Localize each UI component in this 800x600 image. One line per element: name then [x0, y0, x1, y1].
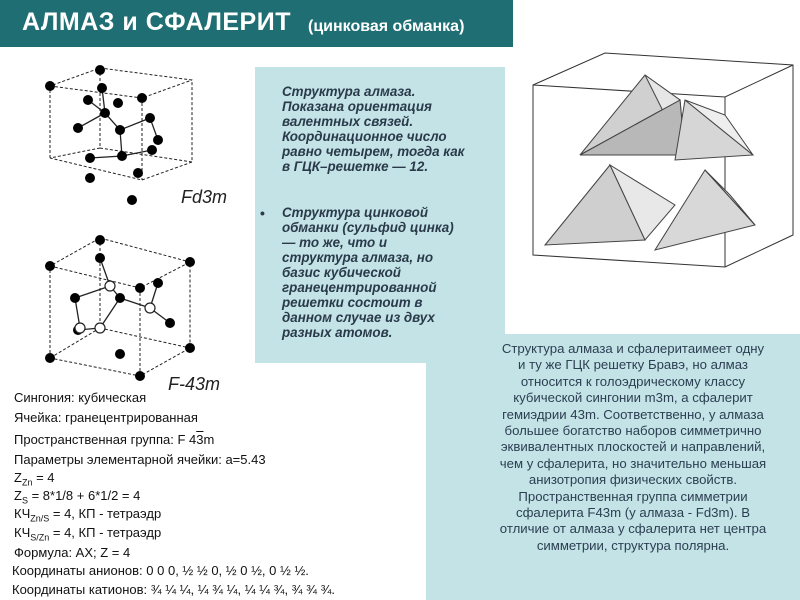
z-zn: $Z_{Zn} = 4$ — [14, 470, 55, 488]
box2-line: анизотропия физических свойств. — [528, 472, 738, 488]
box1-para1-line5: равно четырем, тогда как — [282, 144, 465, 159]
box2-line: гемиэдрии 43m. Соответственно, у алмаза — [502, 406, 764, 422]
box2-line: чем у сфалерита, но значительно меньшая — [499, 455, 767, 471]
box1-para2-line5: базис кубической — [282, 265, 401, 280]
title-bar — [0, 0, 513, 47]
box1-para2-line3: — то же, что и — [282, 235, 388, 250]
box2-line: большее богатство наборов симметрично — [504, 423, 762, 439]
bullet: • — [260, 205, 265, 221]
cell-params: Параметры элементарной ячейки: а=5.43 — [14, 452, 266, 467]
coordination-zn-s: $КЧ_{Zn/S} = 4$, КП - тетраэдр — [14, 506, 162, 524]
box1-para1-line4: Координационное число — [282, 129, 447, 144]
box2-line: сфалерита F43m (у алмаза - Fd3m). В — [515, 505, 751, 521]
page-title: АЛМАЗ и СФАЛЕРИТ — [22, 8, 291, 36]
box2-line: Пространственная группа симметрии — [518, 488, 748, 504]
box1-para2-line8: данном случае из двух — [282, 310, 435, 325]
space-group: Пространственная группа: F 43m — [14, 432, 215, 447]
box1-para1-line6: в ГЦК–решетке — 12. — [282, 159, 429, 174]
formula: Формула: АХ; Z = 4 — [14, 545, 131, 560]
box1-para1-line3: валентных связей. — [282, 114, 414, 129]
sphalerite-lattice-figure — [30, 228, 200, 388]
cation-coordinates: Координаты катионов: ¾ ¼ ¼, ¼ ¾ ¼, ¼ ¼ ¾, ¾ ¾ ¾. — [12, 582, 336, 597]
cell-type: Ячейка: гранецентрированная — [14, 410, 198, 425]
z-s: $Z_S = 8*1/8 + 6*1/2 = 4$ — [14, 488, 141, 506]
box2-line: эквивалентных плоскостей и направлений, — [500, 439, 766, 455]
syngony: Сингония: кубическая — [14, 390, 147, 405]
anion-coordinates: Координаты анионов: 0 0 0, ½ ½ 0, ½ 0 ½, 0 ½ ½. — [12, 563, 309, 578]
comparison-box — [426, 334, 800, 600]
box1-para2-line9: разных атомов. — [282, 325, 393, 340]
coordination-s-zn: $КЧ_{S/Zn} = 4$, КП - тетраэдр — [14, 525, 162, 543]
comparison-text — [472, 341, 794, 554]
box2-line: и ту же ГЦК решетку Бравэ, но алмаз — [518, 357, 748, 373]
box2-line: относится к голоэдрическому классу — [520, 373, 746, 389]
diamond-space-group: Fd3m — [181, 187, 228, 207]
sphalerite-space-group: F-43m — [168, 374, 221, 394]
box1-para2-line4: структура алмаза, но — [282, 250, 434, 265]
box2-line: отличие от алмаза у сфалерита нет центра — [499, 521, 767, 537]
box2-line: кубической сингонии m3m, а сфалерит — [513, 390, 753, 406]
box1-para2-line1: Структура цинковой — [282, 205, 429, 220]
box1-para2-line6: гранецентрированной — [282, 280, 437, 295]
box1-para2-line7: решетки состоит в — [282, 295, 423, 310]
box1-para1-line2: Показана ориентация — [282, 99, 432, 114]
box1-para2-line2: обманки (сульфид цинка) — [282, 220, 454, 235]
page-subtitle: (цинковая обманка) — [308, 18, 465, 35]
box2-line: Структура алмаза и сфалеритаимеет одну — [501, 341, 765, 356]
box2-line: симметрии, структура полярна. — [536, 537, 730, 553]
diamond-lattice-figure — [30, 58, 200, 218]
box1-para1-line1: Структура алмаза. — [282, 84, 416, 99]
diamond-description-box — [255, 67, 505, 363]
tetrahedra-figure — [525, 45, 800, 270]
